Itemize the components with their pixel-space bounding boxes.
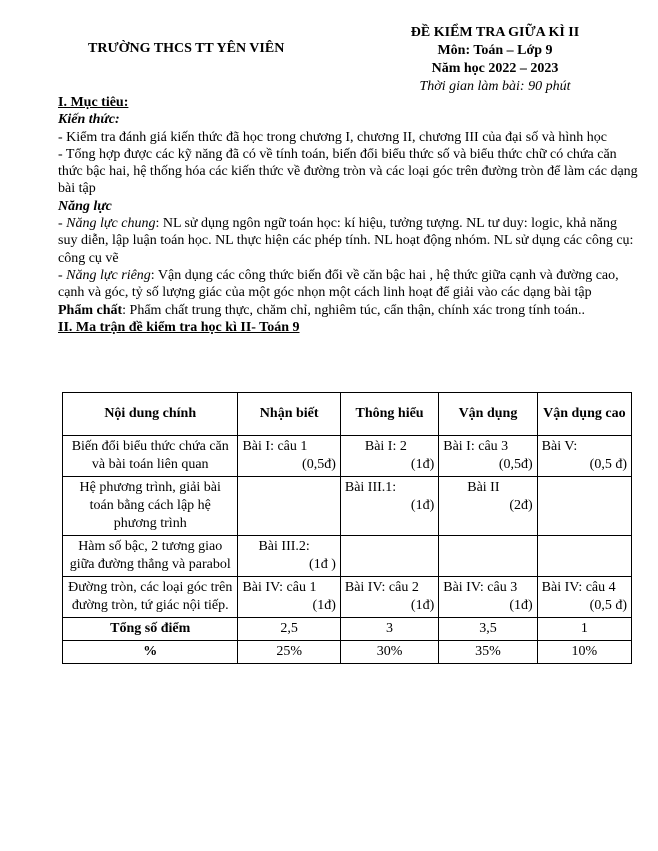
- question-ref: Bài IV: câu 1: [242, 580, 317, 595]
- topic-cell: Biến đổi biểu thức chứa căn và bài toán liên quan: [63, 436, 238, 477]
- question-ref: Bài IV: câu 4: [541, 580, 616, 595]
- points: (2đ): [509, 498, 533, 513]
- matrix-cell: [439, 577, 537, 618]
- question-ref: Bài V:: [541, 439, 578, 454]
- points: (1đ): [410, 498, 435, 513]
- matrix-cell: [238, 477, 340, 536]
- matrix-cell: [439, 477, 537, 536]
- percent-value: 30%: [340, 641, 438, 664]
- question-ref: Bài III.1:: [344, 480, 397, 495]
- header-understanding: Thông hiểu: [340, 393, 438, 436]
- matrix-table: [62, 392, 632, 664]
- exam-header: [362, 24, 628, 96]
- specific-competency: [58, 267, 638, 302]
- question-ref: Bài I: 2: [364, 439, 407, 454]
- section2-title: II. Ma trận đề kiểm tra học kì II- Toán 9: [58, 319, 300, 335]
- question-ref: Bài I: câu 3: [443, 439, 509, 454]
- exam-title: ĐỀ KIỂM TRA GIỮA KÌ II: [410, 25, 580, 40]
- section1-title: I. Mục tiêu:: [58, 95, 129, 110]
- general-competency: [58, 215, 638, 267]
- quality-label: Phẩm chất: [58, 302, 123, 318]
- total-value: 2,5: [238, 618, 340, 641]
- competency-title: Năng lực: [58, 198, 112, 214]
- specific-label: - Năng lực riêng: [58, 267, 151, 283]
- points: (0,5 đ): [589, 598, 627, 613]
- header-recognition: Nhận biết: [238, 393, 340, 436]
- total-value: 3,5: [439, 618, 537, 641]
- specific-text: : Vận dụng các công thức biến đổi về căn bậc hai , hệ thức giữa cạnh và đường cao, cạnh và góc, tỷ số lượng giác của một góc nhọn một cách linh hoạt để giải vào các dạng bài tập: [58, 267, 619, 301]
- points: (0,5 đ): [589, 457, 627, 472]
- percent-value: 25%: [238, 641, 340, 664]
- percent-label: %: [63, 641, 238, 664]
- table-row: [63, 577, 632, 618]
- quality: [58, 302, 638, 319]
- question-ref: Bài II: [467, 480, 500, 495]
- matrix-cell: [439, 436, 537, 477]
- matrix-cell: [238, 536, 340, 577]
- matrix-cell: [238, 436, 340, 477]
- matrix-cell: [340, 477, 438, 536]
- quality-text: : Phẩm chất trung thực, chăm chỉ, nghiêm túc, cẩn thận, chính xác trong tính toán..: [122, 302, 586, 318]
- total-row: [63, 618, 632, 641]
- knowledge-item-2: - Tổng hợp được các kỹ năng đã có về tính toán, biến đổi biểu thức số và biểu thức chữ có chứa căn thức bậc hai, hệ thống hóa các kiến thức về đường tròn và các loại góc trên đường tròn để làm các dạng bài tập: [58, 146, 638, 197]
- points: (0,5đ): [498, 457, 533, 472]
- table-row: [63, 477, 632, 536]
- points: (1đ): [312, 598, 336, 613]
- exam-time: Thời gian làm bài: 90 phút: [419, 79, 571, 94]
- total-value: 1: [537, 618, 631, 641]
- matrix-cell: [537, 436, 631, 477]
- objectives-section: [58, 94, 638, 336]
- matrix-cell: [340, 436, 438, 477]
- topic-cell: Đường tròn, các loại góc trên đường tròn, tứ giác nội tiếp.: [63, 577, 238, 618]
- header-application: Vận dụng: [439, 393, 537, 436]
- percent-row: [63, 641, 632, 664]
- exam-year: Năm học 2022 – 2023: [431, 61, 559, 76]
- percent-value: 10%: [537, 641, 631, 664]
- percent-value: 35%: [439, 641, 537, 664]
- points: (1đ ): [309, 557, 336, 572]
- matrix-cell: [340, 536, 438, 577]
- general-text: : NL sử dụng ngôn ngữ toán học: kí hiệu, tưởng tượng. NL tư duy: logic, khả năng suy diễn, lập luận toán học. NL thực hiện các phép tính. NL hoạt động nhóm. NL sử dụng các công cụ: công cụ vẽ: [58, 216, 634, 266]
- matrix-cell: [340, 577, 438, 618]
- matrix-cell: [537, 536, 631, 577]
- table-row: [63, 536, 632, 577]
- table-row: [63, 436, 632, 477]
- question-ref: Bài I: câu 1: [242, 439, 308, 454]
- matrix-cell: [537, 577, 631, 618]
- exam-subject: Môn: Toán – Lớp 9: [437, 43, 553, 58]
- header-advanced: Vận dụng cao: [537, 393, 631, 436]
- points: (0,5đ): [302, 457, 336, 472]
- knowledge-title: Kiến thức:: [58, 112, 120, 128]
- header-topic: Nội dung chính: [63, 393, 238, 436]
- total-label: Tổng số điểm: [63, 618, 238, 641]
- general-label: - Năng lực chung: [58, 216, 156, 232]
- topic-cell: Hàm số bậc, 2 tương giao giữa đường thẳng và parabol: [63, 536, 238, 577]
- points: (1đ): [410, 598, 435, 613]
- points: (1đ): [410, 457, 435, 472]
- points: (1đ): [509, 598, 533, 613]
- question-ref: Bài IV: câu 3: [443, 580, 518, 595]
- matrix-cell: [238, 577, 340, 618]
- total-value: 3: [340, 618, 438, 641]
- knowledge-item-1: - Kiểm tra đánh giá kiến thức đã học trong chương I, chương II, chương III của đại số và hình học: [58, 129, 608, 145]
- school-name: TRƯỜNG THCS TT YÊN VIÊN: [88, 41, 285, 56]
- matrix-cell: [439, 536, 537, 577]
- table-header-row: [63, 393, 632, 436]
- question-ref: Bài IV: câu 2: [344, 580, 419, 595]
- topic-cell: Hệ phương trình, giải bài toán bằng cách lập hệ phương trình: [63, 477, 238, 536]
- question-ref: Bài III.2:: [258, 539, 310, 554]
- matrix-cell: [537, 477, 631, 536]
